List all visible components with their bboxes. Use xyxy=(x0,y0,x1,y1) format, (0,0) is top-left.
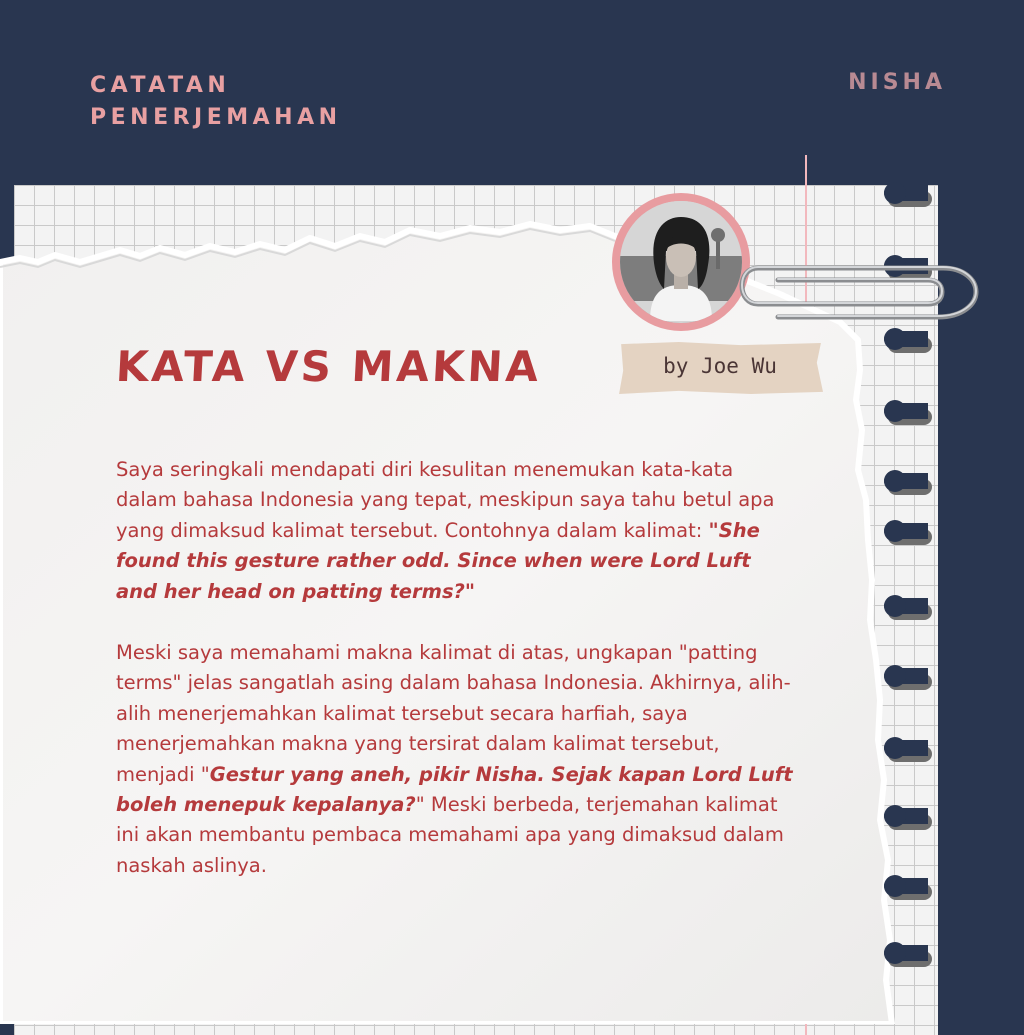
punch-hole xyxy=(884,808,932,826)
translator-name: NISHA xyxy=(848,70,946,95)
punch-hole xyxy=(884,740,932,758)
paperclip-icon xyxy=(738,262,988,342)
article-title: KATA VS MAKNA xyxy=(114,342,543,391)
paragraph-2 xyxy=(116,638,796,881)
quote-indonesian: Gestur yang aneh, pikir Nisha. Sejak kapan Lord Luft boleh menepuk kepalanya? xyxy=(116,762,793,817)
author-byline: by Joe Wu xyxy=(663,354,777,378)
punch-hole xyxy=(884,598,932,616)
punch-hole xyxy=(884,878,932,896)
paragraph-1-text: Saya seringkali mendapati diri kesulitan menemukan kata-kata dalam bahasa Indonesia yang tepat, meskipun saya tahu betul apa yang dimaksud kalimat tersebut. Contohnya dalam kalimat: xyxy=(116,458,775,542)
quote-english: "She found this gesture rather odd. Since when were Lord Luft and her head on patting terms?" xyxy=(116,518,760,603)
author-photo xyxy=(620,201,742,323)
paragraph-2-text: Meski saya memahami makna kalimat di atas, ungkapan "patting terms" jelas sangatlah asing dalam bahasa Indonesia. Akhirnya, alih-alih menerjemahkan kalimat tersebut secara harfiah, saya menerjemahkan makna yang tersirat dalam kalimat tersebut, menjadi " xyxy=(116,641,791,786)
punch-hole xyxy=(884,523,932,541)
punch-hole xyxy=(884,403,932,421)
punch-hole xyxy=(884,668,932,686)
punch-hole xyxy=(884,473,932,491)
paragraph-1 xyxy=(116,455,796,607)
punch-hole xyxy=(884,185,932,203)
paragraph-2-text-end: " Meski berbeda, terjemahan kalimat ini akan membantu pembaca memahami apa yang dimaksud dalam naskah aslinya. xyxy=(116,793,784,877)
series-title-line1: CATATAN xyxy=(90,73,231,98)
punch-hole xyxy=(884,945,932,963)
article-body xyxy=(116,455,796,881)
series-title-line2: PENERJEMAHAN xyxy=(90,105,342,130)
